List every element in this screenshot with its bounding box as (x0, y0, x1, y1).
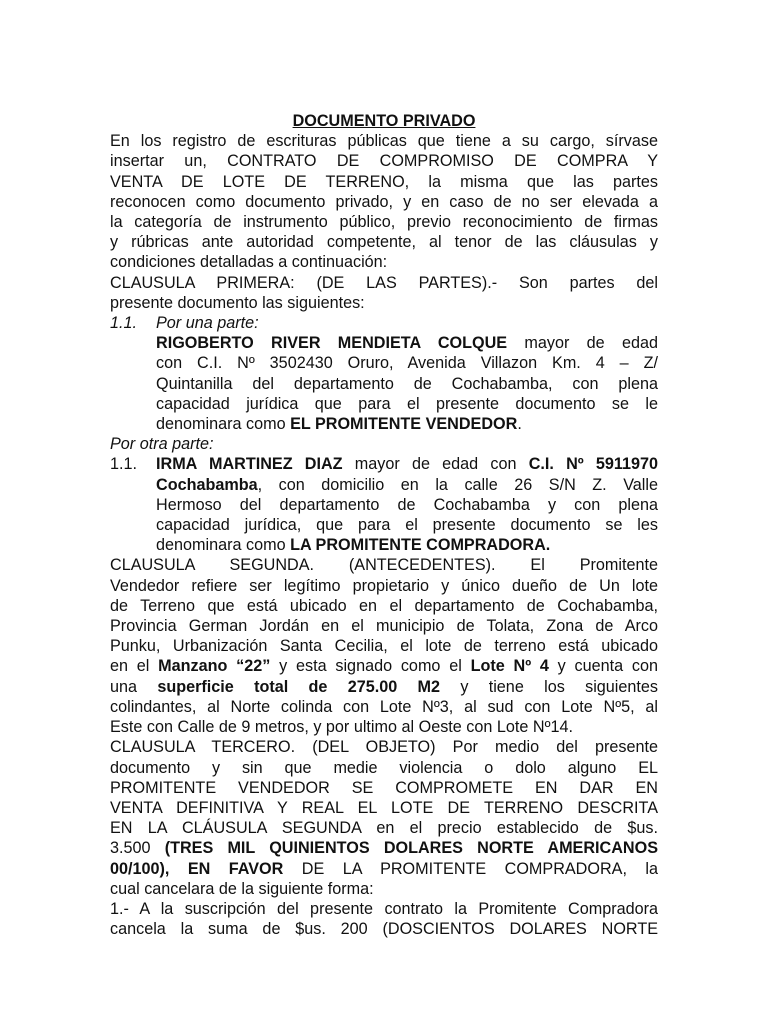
text-line: PROMITENTE VENDEDOR SE COMPROMETE EN DAR EN (110, 778, 658, 797)
text-run: en el (110, 657, 159, 676)
party-two-details (110, 454, 658, 555)
heading-text: Por una parte: (156, 314, 259, 333)
text-line: Quintanilla del departamento de Cochabamba, con plena (156, 374, 658, 393)
price-words: (TRES MIL QUINIENTOS DOLARES NORTE AMERICANOS (164, 839, 658, 858)
text-line: Punku, Urbanización Santa Cecilia, el lote de terreno está ubicado (110, 637, 658, 656)
text-line: de Terreno que está ubicado en el departamento de Cochabamba, (110, 596, 658, 615)
text-line: capacidad jurídica, que para el presente documento se les (156, 516, 658, 535)
text-line: cual cancelara de la siguiente forma: (110, 879, 374, 898)
item-number: 1.1. (110, 314, 138, 333)
text-line (110, 677, 658, 697)
text-line: CLAUSULA TERCERO. (DEL OBJETO) Por medio del presente (110, 738, 658, 757)
text-run: , con domicilio en la calle 26 S/N Z. Valle (257, 475, 658, 494)
text-run: denominara como (156, 536, 291, 555)
party-two-text (156, 454, 658, 555)
text-line: Vendedor refiere ser legítimo propietario y único dueño de Un lote (110, 576, 658, 595)
text-line (156, 535, 658, 555)
text-line: con C.I. Nº 3502430 Oruro, Avenida Villazon Km. 4 – Z/ (156, 354, 658, 373)
text-line: VENTA DE LOTE DE TERRENO, la misma que las partes (110, 172, 658, 191)
text-line (156, 414, 658, 434)
text-run: denominara como (156, 415, 291, 434)
item-number: 1.1. (110, 455, 138, 474)
buyer-role: LA PROMITENTE COMPRADORA. (290, 536, 551, 555)
clause-second (110, 555, 658, 737)
document-page (110, 111, 658, 939)
party-one-heading (110, 313, 658, 333)
text-line (156, 333, 658, 353)
clause-third (110, 737, 658, 899)
text-line: CLAUSULA SEGUNDA. (ANTECEDENTES). El Promitente (110, 556, 658, 575)
text-run: DE LA PROMITENTE COMPRADORA, la (283, 859, 658, 878)
text-run: y cuenta con (548, 657, 658, 676)
text-line: insertar un, CONTRATO DE COMPROMISO DE COMPRA Y (110, 152, 658, 171)
text-run: y tiene los siguientes (440, 677, 658, 696)
text-line: Hermoso del departamento de Cochabamba y con plena (156, 495, 658, 514)
text-line: EN LA CLÁUSULA SEGUNDA en el precio establecido de $us. (110, 819, 658, 838)
text-run: 3.500 (110, 839, 165, 858)
total-area: superficie total de 275.00 M2 (157, 677, 441, 696)
text-line: En los registro de escrituras públicas que tiene a su cargo, sírvase (110, 132, 658, 151)
seller-name: RIGOBERTO RIVER MENDIETA COLQUE (156, 334, 508, 353)
text-line (110, 838, 658, 858)
text-line: documento y sin que medie violencia o dolo alguno EL (110, 758, 658, 777)
text-run: una (110, 677, 158, 696)
text-line (156, 454, 658, 474)
text-line: CLAUSULA PRIMERA: (DE LAS PARTES).- Son partes del (110, 273, 658, 292)
clause-first (110, 273, 658, 313)
party-two-heading: Por otra parte: (110, 435, 214, 454)
text-line: cancela la suma de $us. 200 (DOSCIENTOS DOLARES NORTE (110, 920, 658, 939)
text-run: . (517, 415, 522, 434)
buyer-ci: C.I. Nº 5911970 (528, 455, 659, 474)
text-line: capacidad jurídica que para el presente documento se le (156, 394, 658, 413)
text-run: mayor de edad (507, 334, 658, 353)
text-line (110, 656, 658, 676)
text-line (156, 475, 658, 495)
buyer-city: Cochabamba (156, 475, 258, 494)
text-run: mayor de edad con (342, 455, 529, 474)
price-cents-favor: 00/100), EN FAVOR (110, 859, 284, 878)
text-line: 1.- A la suscripción del presente contrato la Promitente Compradora (110, 899, 658, 918)
intro-paragraph (110, 131, 658, 272)
text-line: Provincia German Jordán en el municipio de Tolata, Zona de Arco (110, 617, 658, 636)
text-line: la categoría de instrumento público, previo reconocimiento de firmas (110, 213, 658, 232)
party-one-details (110, 333, 658, 434)
text-run: y esta signado como el (270, 657, 471, 676)
text-line (110, 859, 658, 879)
text-line: colindantes, al Norte colinda con Lote Nº3, al sud con Lote Nº5, al (110, 697, 658, 716)
text-line: VENTA DEFINITIVA Y REAL EL LOTE DE TERRENO DESCRITA (110, 798, 658, 817)
buyer-name: IRMA MARTINEZ DIAZ (156, 455, 343, 474)
text-line: condiciones detalladas a continuación: (110, 253, 388, 272)
seller-role: EL PROMITENTE VENDEDOR (290, 415, 518, 434)
payment-terms (110, 899, 658, 939)
text-line: presente documento las siguientes: (110, 293, 365, 312)
block-number: Manzano “22” (158, 657, 271, 676)
text-line: Este con Calle de 9 metros, y por ultimo al Oeste con Lote Nº14. (110, 718, 573, 737)
lot-number: Lote Nº 4 (470, 657, 549, 676)
text-line: reconocen como documento privado, y en caso de no ser elevada a (110, 192, 658, 211)
document-title: DOCUMENTO PRIVADO (292, 112, 476, 130)
text-line: y rúbricas ante autoridad competente, al tenor de las cláusulas y (110, 233, 658, 252)
